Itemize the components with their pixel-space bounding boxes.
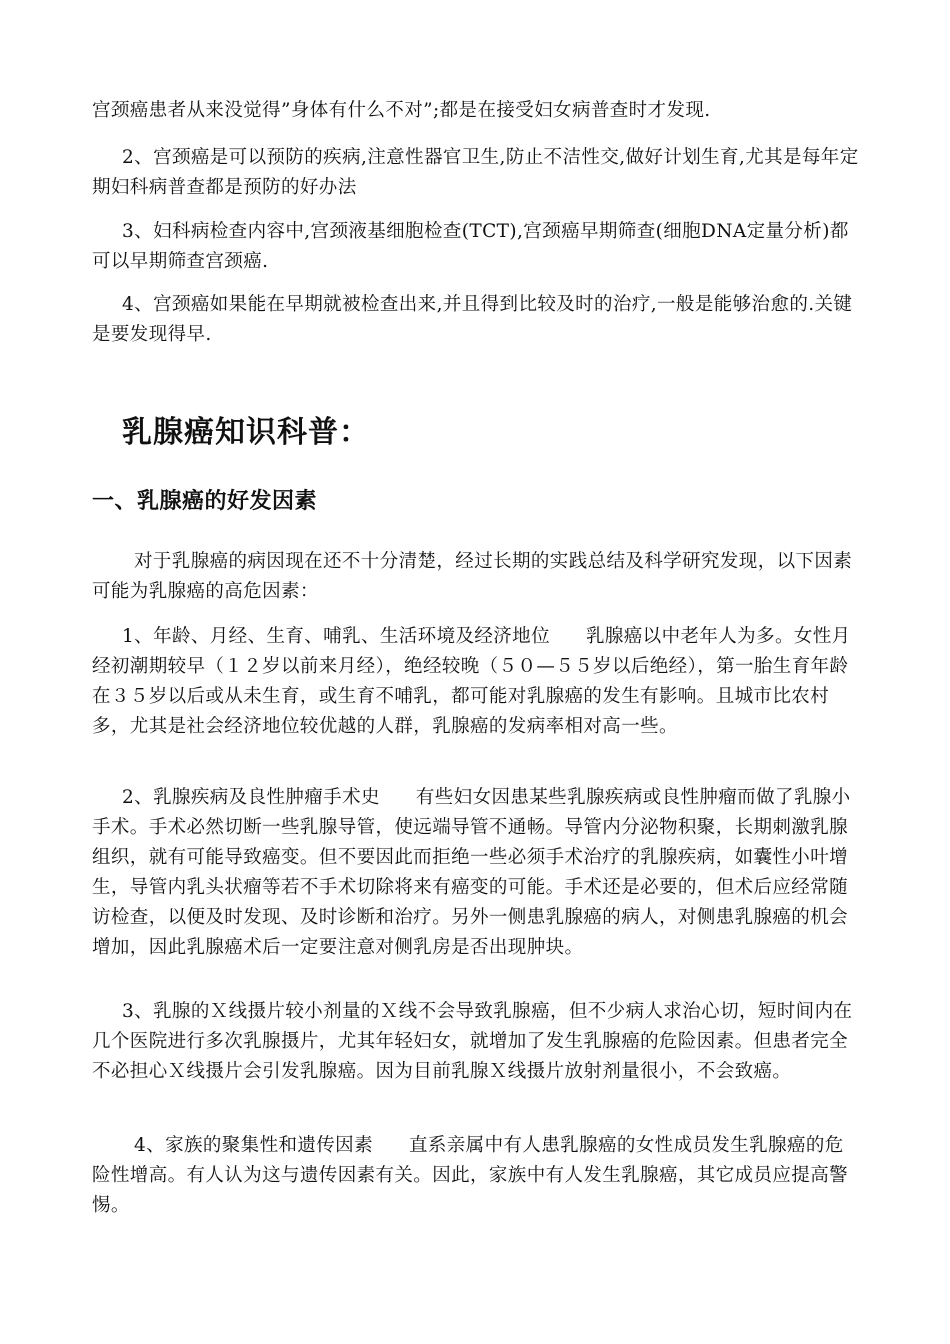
- risk-factor-1-label: 1、年龄、月经、生育、哺乳、生活环境及经济地位: [122, 626, 550, 647]
- page-title: 乳腺癌知识科普：: [122, 415, 370, 450]
- cervical-item-4: 4、宫颈癌如果能在早期就被检查出来,并且得到比较及时的治疗,一般是能够治愈的.关键是要发现得早.: [92, 294, 853, 345]
- section-heading: 一、乳腺癌的好发因素: [92, 489, 318, 514]
- cervical-item-3: 3、妇科病检查内容中,宫颈液基细胞检查(TCT),宫颈癌早期筛查(细胞DNA定量分析)都可以早期筛查宫颈癌.: [92, 221, 849, 272]
- risk-factor-4-text: 直系亲属中有人患乳腺癌的女性成员发生乳腺癌的危险性增高。有人认为这与遗传因素有关。因此，家族中有人发生乳腺癌，其它成员应提高警惕。: [92, 1135, 849, 1216]
- risk-factor-4: [92, 1131, 862, 1221]
- risk-factor-2-label: 2、乳腺疾病及良性肿瘤手术史: [122, 787, 380, 808]
- intro-paragraph: 对于乳腺癌的病因现在还不十分清楚，经过长期的实践总结及科学研究发现，以下因素可能为乳腺癌的高危因素：: [92, 551, 853, 602]
- risk-factor-4-label: 4、家族的聚集性和遗传因素: [134, 1135, 373, 1156]
- cervical-item-2: 2、宫颈癌是可以预防的疾病,注意性器官卫生,防止不洁性交,做好计划生育,尤其是每年定期妇科病普查都是预防的好办法: [92, 147, 859, 198]
- risk-factor-3: 3、乳腺的Ｘ线摄片较小剂量的Ｘ线不会导致乳腺癌，但不少病人求治心切，短时间内在几个医院进行多次乳腺摄片，尤其年轻妇女，就增加了发生乳腺癌的危险因素。但患者完全不必担心Ｘ线摄片会引发乳腺癌。因为目前乳腺Ｘ线摄片放射剂量很小，不会致癌。: [92, 1001, 853, 1082]
- risk-factor-2: [92, 783, 862, 963]
- risk-factor-1-text: 乳腺癌以中老年人为多。女性月经初潮期较早（１２岁以前来月经），绝经较晚（５０—５５岁以后绝经），第一胎生育年龄在３５岁以后或从未生育，或生育不哺乳，都可能对乳腺癌的发生有影响。且城市比农村多，尤其是社会经济地位较优越的人群，乳腺癌的发病率相对高一些。: [92, 626, 851, 737]
- risk-factor-2-text: 有些妇女因患某些乳腺疾病或良性肿瘤而做了乳腺小手术。手术必然切断一些乳腺导管，使远端导管不通畅。导管内分泌物积聚，长期刺激乳腺组织，就有可能导致癌变。但不要因此而拒绝一些必须手术治疗的乳腺疾病，如囊性小叶增生，导管内乳头状瘤等若不手术切除将来有癌变的可能。手术还是必要的，但术后应经常随访检查，以便及时发现、及时诊断和治疗。另外一侧患乳腺癌的病人，对侧患乳腺癌的机会增加，因此乳腺癌术后一定要注意对侧乳房是否出现肿块。: [92, 787, 851, 958]
- cervical-paragraph-1-continuation: 宫颈癌患者从来没觉得”身体有什么不对”;都是在接受妇女病普查时才发现.: [92, 100, 711, 121]
- risk-factor-1: [92, 622, 862, 742]
